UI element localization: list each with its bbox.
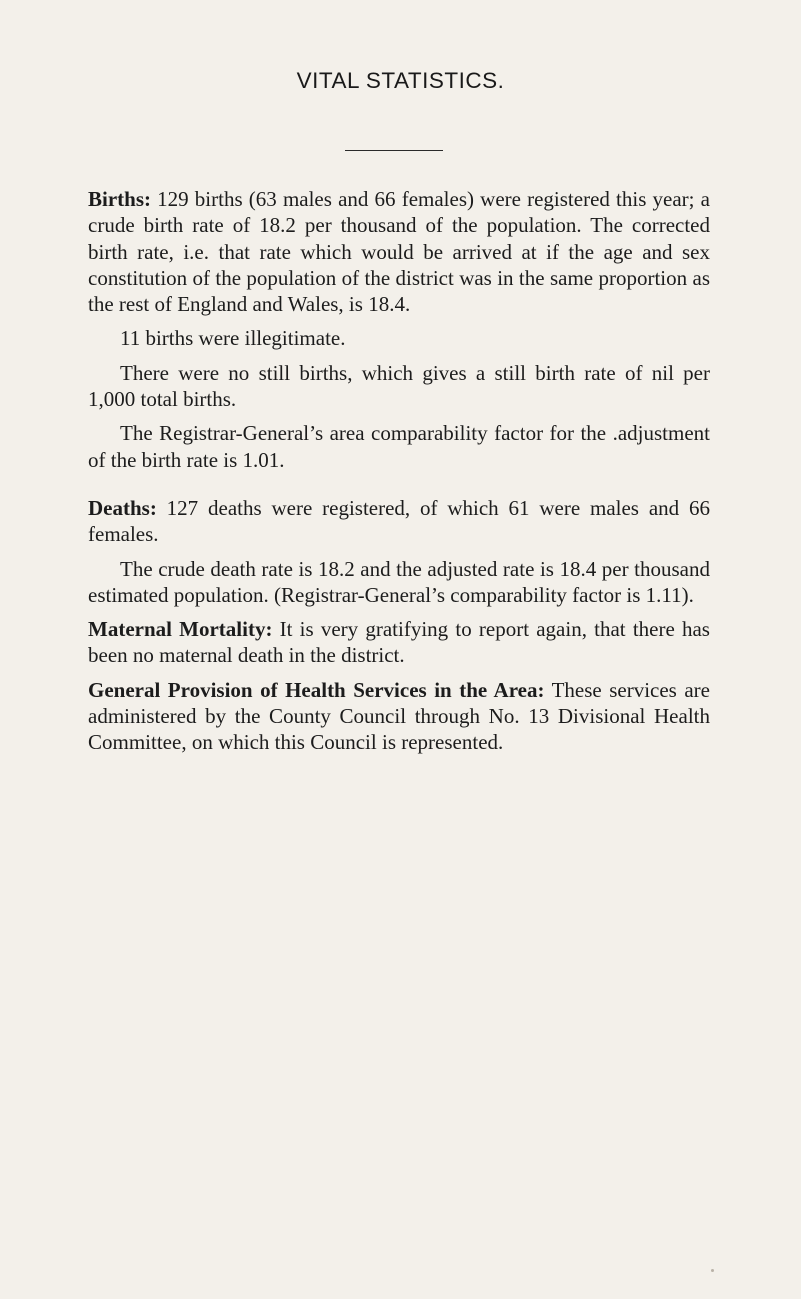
maternal-mortality-paragraph — [88, 616, 710, 669]
maternal-mortality-text: It is very gratifying to report again, that there has been no maternal death in the district. — [88, 617, 710, 668]
illegitimate-paragraph: 11 births were illegitimate. — [120, 326, 346, 351]
page-title: VITAL STATISTICS. — [296, 68, 505, 93]
death-rate-paragraph: The crude death rate is 18.2 and the adjusted rate is 18.4 per thousand estimated population. (Registrar-General’s comparability factor is 1.11). — [88, 556, 710, 607]
births-text: 129 births (63 males and 66 females) were registered this year; a crude birth rate of 18.2 per thousand of the population. The corrected birth rate, i.e. that rate which would be arrived at if the age and sex constitution of the population of the district was in the same proportion as the rest of England and Wales, is 18.4. — [88, 187, 710, 317]
health-services-text: These services are administered by the County Council through No. 13 Divisional Health Committee, on which this Council is represented. — [88, 677, 710, 755]
births-paragraph — [88, 186, 710, 317]
deaths-paragraph — [88, 495, 710, 548]
maternal-mortality-heading: Maternal Mortality: — [88, 617, 273, 642]
document-body — [88, 186, 710, 756]
health-services-heading: General Provision of Health Services in the Area: — [88, 677, 545, 702]
health-services-paragraph — [88, 677, 710, 756]
still-births-paragraph: There were no still births, which gives a still birth rate of nil per 1,000 total births. — [88, 360, 710, 412]
births-heading: Births: — [88, 187, 151, 211]
birth-factor-paragraph: The Registrar-General’s area comparability factor for the .adjustment of the birth rate is 1.01. — [88, 421, 710, 472]
deaths-heading: Deaths: — [88, 495, 157, 520]
deaths-text: 127 deaths were registered, of which 61 were males and 66 females. — [88, 495, 710, 547]
paper-speck — [711, 1269, 714, 1272]
title-divider — [345, 150, 443, 151]
